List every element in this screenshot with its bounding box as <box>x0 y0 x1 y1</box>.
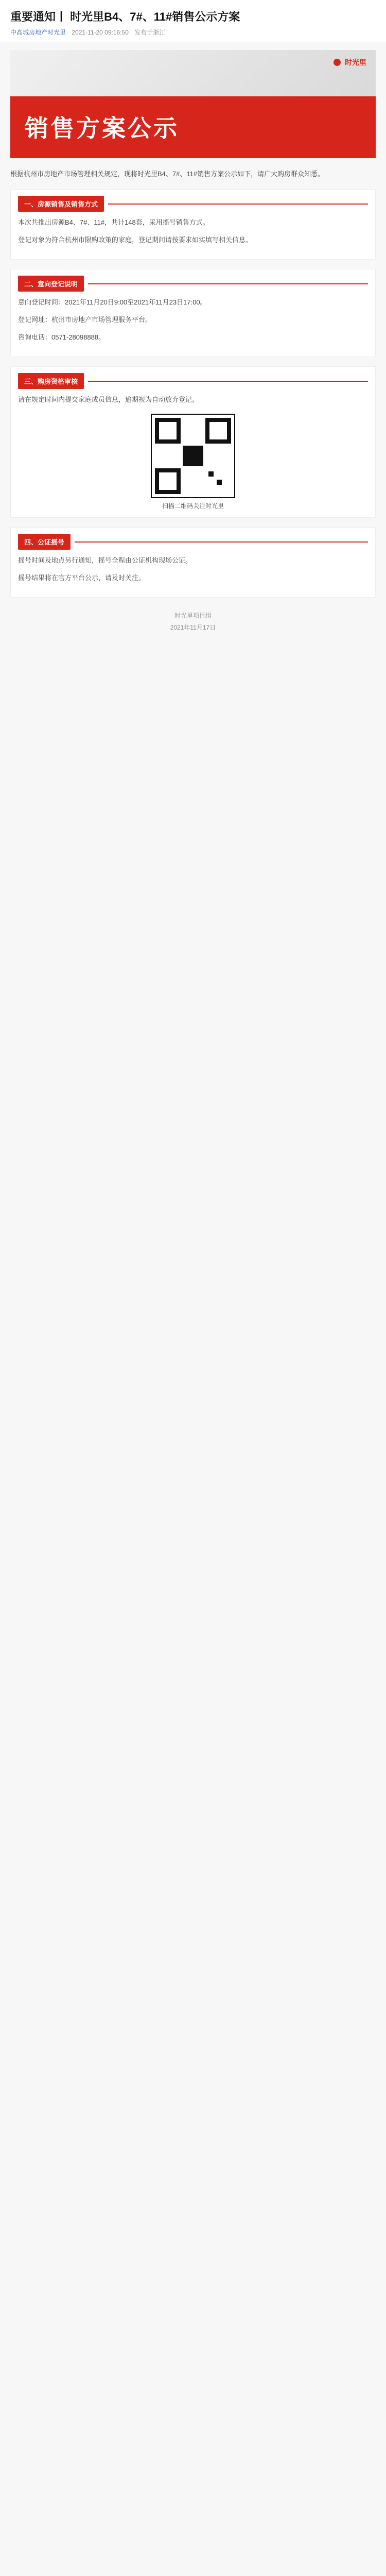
section-paragraph: 意向登记时间：2021年11月20日9:00至2021年11月23日17:00。 <box>18 298 207 306</box>
section-label: 二、意向登记说明 <box>18 276 84 292</box>
brand-name: 时光里 <box>345 58 366 66</box>
section-rule <box>75 541 368 543</box>
section-label: 四、公证摇号 <box>18 534 71 550</box>
section-paragraph: 请在规定时间内提交家庭成员信息，逾期视为自动放弃登记。 <box>18 396 199 403</box>
footer-company: 时光里项目组 <box>174 612 212 619</box>
section-paragraph: 摇号时间及地点另行通知，摇号全程由公证机构现场公证。 <box>18 556 192 564</box>
article-footer <box>10 611 376 632</box>
section-card-1 <box>10 189 376 260</box>
qr-center <box>183 446 203 466</box>
section-rule <box>88 381 368 382</box>
section-card-4 <box>10 527 376 598</box>
qr-module <box>217 480 222 485</box>
article-body <box>0 158 386 645</box>
section-header <box>18 534 368 550</box>
brand-mark-icon <box>334 59 341 66</box>
qr-caption: 扫描二维码关注时光里 <box>162 502 224 510</box>
section-card-2 <box>10 269 376 357</box>
section-card-3 <box>10 366 376 518</box>
brand-logo <box>334 57 366 67</box>
section-header <box>18 276 368 292</box>
qr-corner <box>155 418 181 444</box>
footer-date: 2021年11月17日 <box>170 624 216 631</box>
section-paragraph: 咨询电话：0571-28098888。 <box>18 333 106 341</box>
section-label: 一、房源销售及销售方式 <box>18 196 104 212</box>
publish-time: 2021-11-20 09:16:50 <box>72 29 129 36</box>
qr-corner <box>155 468 181 494</box>
account-name[interactable]: 中高城房地产时光里 <box>10 29 66 36</box>
section-header <box>18 373 368 389</box>
article-header <box>0 0 386 42</box>
intro-paragraph: 根据杭州市房地产市场管理相关规定，现将时光里B4、7#、11#销售方案公示如下，请广大购房群众知悉。 <box>10 170 325 178</box>
section-paragraph: 摇号结果将在官方平台公示，请及时关注。 <box>18 574 146 582</box>
qr-module <box>208 471 214 477</box>
section-rule <box>108 204 368 205</box>
section-paragraph: 登记网址：杭州市房地产市场管理服务平台。 <box>18 316 152 324</box>
qr-code[interactable] <box>151 414 235 498</box>
qr-corner <box>205 418 231 444</box>
hero-headline: 销售方案公示 <box>25 115 179 142</box>
section-header <box>18 196 368 212</box>
article-meta <box>10 28 376 37</box>
section-paragraph: 本次共推出房源B4、7#、11#，共计148套，采用摇号销售方式。 <box>18 218 209 226</box>
article-title: 重要通知丨 时光里B4、7#、11#销售公示方案 <box>10 10 240 23</box>
publish-location: 发布于浙江 <box>134 29 166 36</box>
section-rule <box>88 283 368 284</box>
section-label: 三、购房资格审核 <box>18 373 84 389</box>
hero-banner <box>10 50 376 158</box>
section-paragraph: 登记对象为符合杭州市限购政策的家庭，登记期间请按要求如实填写相关信息。 <box>18 236 253 244</box>
